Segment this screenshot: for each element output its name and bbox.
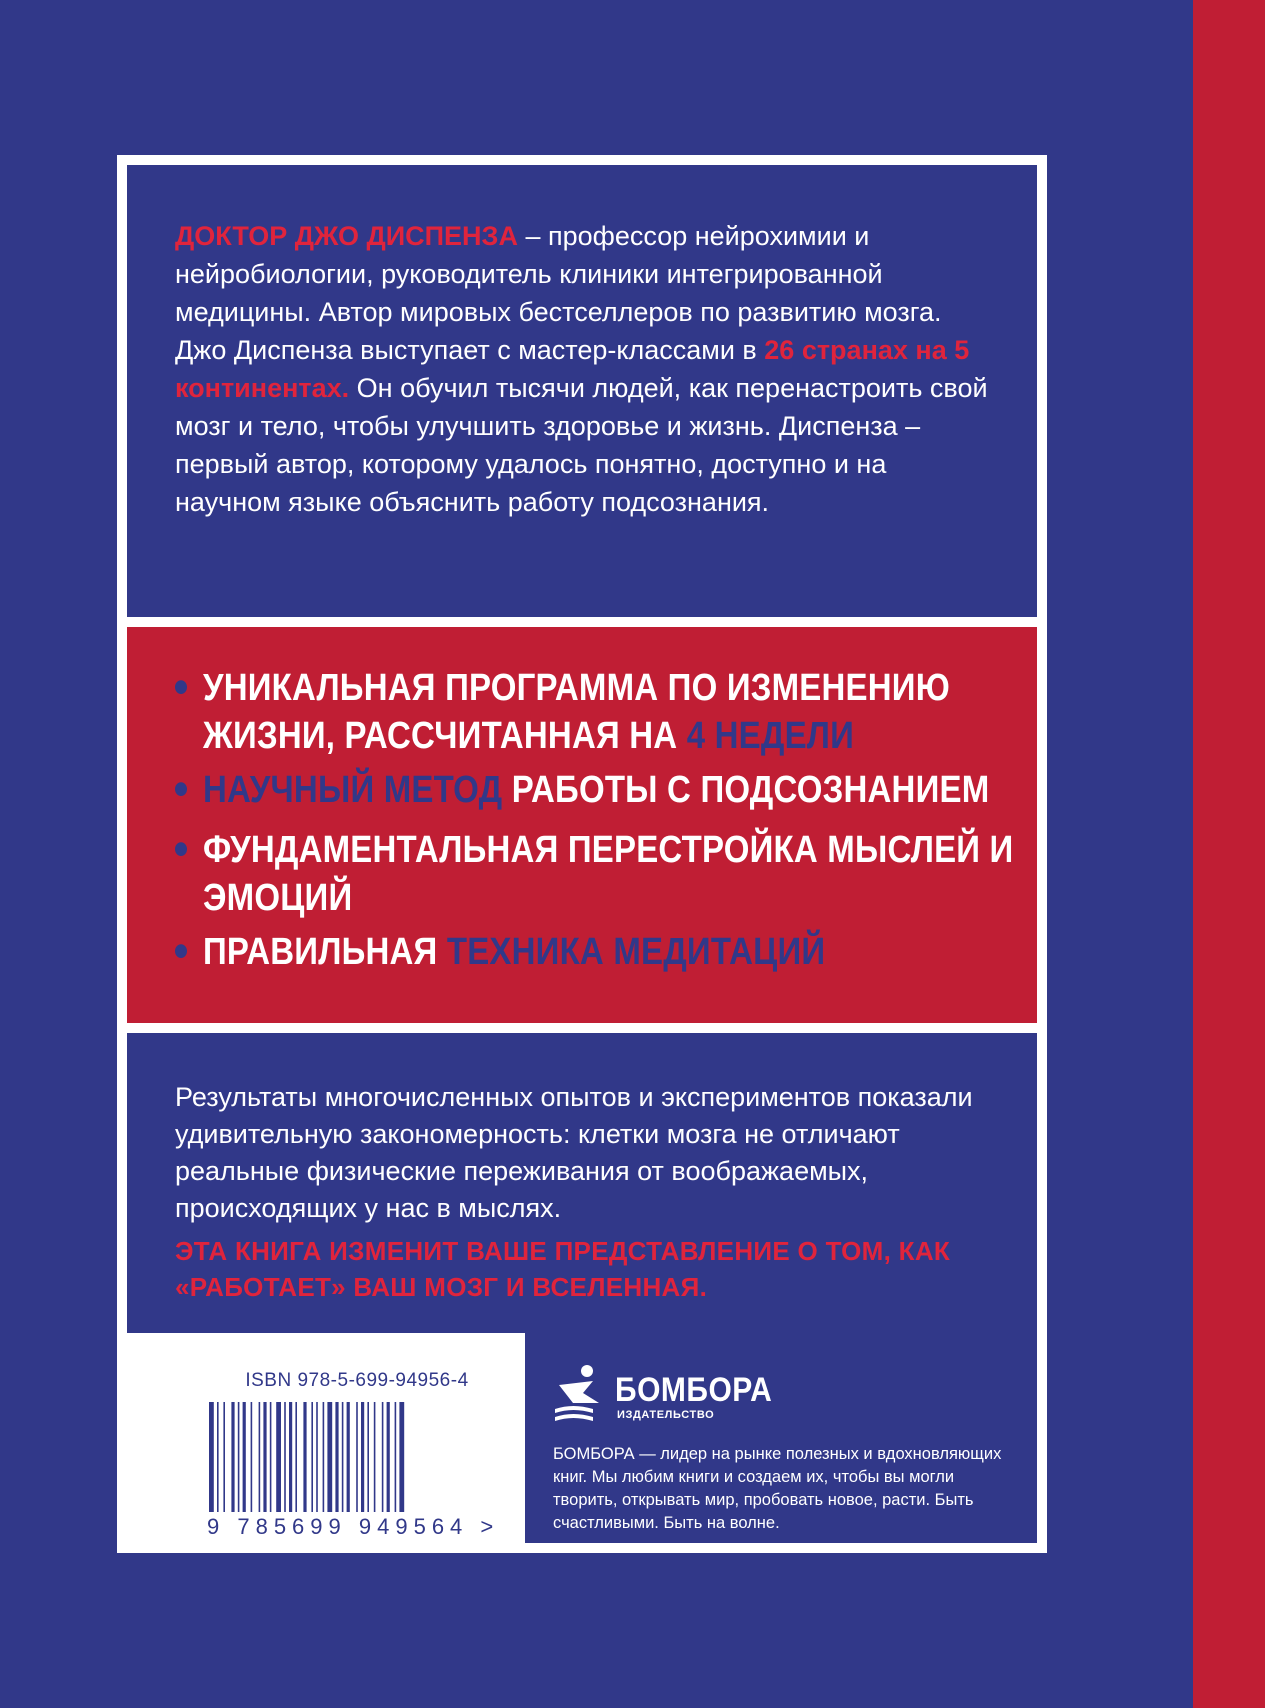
publisher-logo bbox=[553, 1363, 773, 1429]
bullet-dot-icon bbox=[175, 680, 187, 694]
author-text-1: – профессор нейрохимии и нейробиологии, руководитель клиники интегрированной медицины. Автор мировых бестселлеров по развитию мозга. Джо Диспенза выступает с мастер-классами в bbox=[175, 221, 942, 365]
key-point-highlight: НАУЧНЫЙ МЕТОД bbox=[203, 767, 503, 810]
publisher-name: БОМБОРА bbox=[615, 1371, 773, 1409]
countries-highlight: 26 странах на 5 континентах. bbox=[175, 335, 970, 403]
book-spine bbox=[1193, 0, 1265, 1708]
key-point-text: ФУНДАМЕНТАЛЬНАЯ ПЕРЕСТРОЙКА МЫСЛЕЙ И ЭМОЦИЙ bbox=[203, 827, 1014, 919]
key-point-text: УНИКАЛЬНАЯ ПРОГРАММА ПО ИЗМЕНЕНИЮ ЖИЗНИ, РАССЧИТАННАЯ НА bbox=[203, 665, 950, 757]
bullet-dot-icon bbox=[175, 944, 187, 958]
publisher-description bbox=[553, 1443, 1023, 1535]
isbn-block bbox=[207, 1370, 507, 1539]
isbn-label: ISBN 978-5-699-94956-4 bbox=[245, 1370, 469, 1391]
bullet-dot-icon bbox=[175, 782, 187, 796]
key-point-highlight: ТЕХНИКА МЕДИТАЦИЙ bbox=[446, 929, 826, 972]
key-point-text: ПРАВИЛЬНАЯ bbox=[203, 929, 447, 972]
key-point bbox=[175, 825, 1015, 922]
key-point-text: РАБОТЫ С ПОДСОЗНАНИЕМ bbox=[502, 767, 990, 810]
key-point bbox=[175, 663, 1015, 760]
results-description bbox=[175, 1079, 995, 1227]
results-paragraph: Результаты многочисленных опытов и экспериментов показали удивительную закономерность: клетки мозга не отличают реальные физические переживания от воображаемых, происходящих у нас в мыслях. bbox=[175, 1082, 973, 1223]
book-tagline: ЭТА КНИГА ИЗМЕНИТ ВАШЕ ПРЕДСТАВЛЕНИЕ О ТОМ, КАК «РАБОТАЕТ» ВАШ МОЗГ И ВСЕЛЕННАЯ. bbox=[175, 1236, 951, 1302]
publisher-paragraph: БОМБОРА — лидер на рынке полезных и вдохновляющих книг. Мы любим книги и создаем их, чтобы вы могли творить, открывать мир, пробовать новое, расти. Быть счастливыми. Быть на волне. bbox=[553, 1445, 1002, 1532]
publisher-subtitle: ИЗДАТЕЛЬСТВО bbox=[617, 1409, 715, 1421]
author-description bbox=[175, 217, 995, 521]
content-frame bbox=[117, 155, 1047, 1553]
author-name: ДОКТОР ДЖО ДИСПЕНЗА bbox=[175, 221, 518, 251]
author-panel bbox=[127, 165, 1037, 617]
barcode-image bbox=[207, 1402, 507, 1512]
results-panel bbox=[127, 1033, 1037, 1333]
publisher-panel bbox=[525, 1333, 1037, 1543]
author-text-2: Он обучил тысячи людей, как перенастроить свой мозг и тело, чтобы улучшить здоровье и жизнь. Диспенза – первый автор, которому удалось понятно, доступно и на научном языке объяснить работу подсознания. bbox=[175, 373, 988, 517]
key-point bbox=[175, 927, 1015, 975]
bullet-dot-icon bbox=[175, 842, 187, 856]
isbn-digits: 9 785699 949564 > bbox=[207, 1514, 500, 1539]
key-point-highlight: 4 НЕДЕЛИ bbox=[686, 713, 855, 757]
key-points-panel bbox=[127, 627, 1037, 1023]
publisher-logo-icon bbox=[553, 1363, 609, 1429]
key-points-list bbox=[175, 663, 1015, 987]
key-point bbox=[175, 765, 1015, 813]
